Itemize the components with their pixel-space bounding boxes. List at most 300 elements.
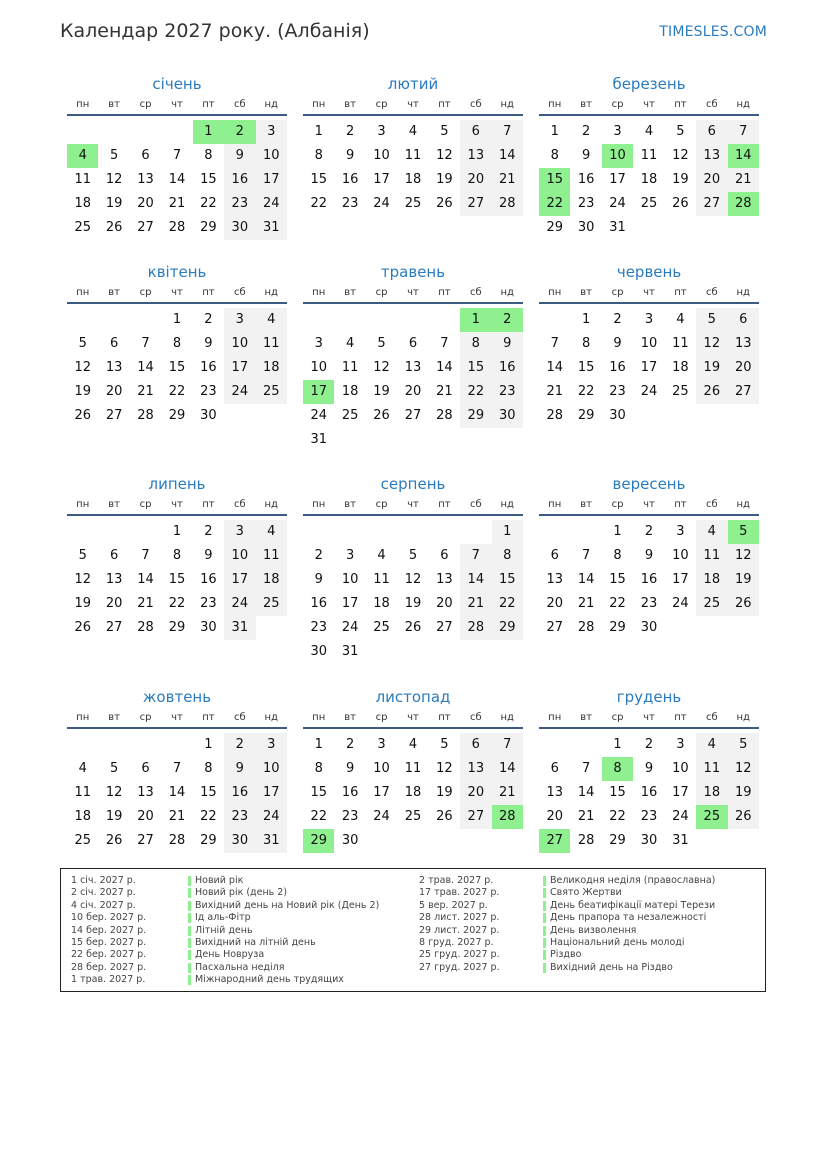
calendar-day: 19 xyxy=(74,596,91,611)
legend-row xyxy=(71,925,411,937)
holiday-name: Пасхальна неділя xyxy=(195,961,285,973)
weekday-label: вт xyxy=(344,712,356,723)
day-grid xyxy=(539,308,759,428)
calendar-day: 9 xyxy=(492,332,523,356)
calendar-day: 16 xyxy=(577,172,595,187)
calendar-day: 26 xyxy=(436,196,453,211)
empty-cell xyxy=(130,120,161,144)
weekday-header xyxy=(303,284,523,304)
calendar-day: 26 xyxy=(373,408,390,423)
calendar-day: 12 xyxy=(672,148,689,163)
calendar-day: 28 xyxy=(577,833,595,848)
day-grid xyxy=(539,120,759,240)
weekday-header xyxy=(303,496,523,516)
legend-row xyxy=(71,937,411,949)
calendar-day: 6 xyxy=(460,733,491,757)
month-block xyxy=(539,685,759,853)
calendar-day: 18 xyxy=(256,356,287,380)
month-name: лютий xyxy=(387,75,439,93)
calendar-day: 16 xyxy=(341,172,359,187)
calendar-day: 19 xyxy=(728,781,759,805)
calendar-day: 21 xyxy=(492,781,523,805)
calendar-day: 30 xyxy=(640,620,658,635)
calendar-day: 23 xyxy=(224,805,255,829)
calendar-day: 23 xyxy=(310,620,327,635)
weekday-label: чт xyxy=(643,712,655,723)
calendar-day: 6 xyxy=(550,548,559,563)
calendar-day: 13 xyxy=(404,360,422,375)
holiday-legend xyxy=(60,868,766,992)
calendar-day: 23 xyxy=(200,384,217,399)
weekday-header xyxy=(539,284,759,304)
holiday-marker xyxy=(188,975,191,985)
weekday-label: пт xyxy=(202,499,215,510)
holiday-day: 1 xyxy=(460,308,491,332)
calendar-day: 1 xyxy=(613,737,622,752)
holiday-name: Новий рік xyxy=(195,875,244,886)
calendar-day: 30 xyxy=(640,833,658,848)
month-block xyxy=(539,472,759,640)
calendar-day: 18 xyxy=(74,809,91,824)
holiday-day: 1 xyxy=(193,120,224,144)
calendar-day: 15 xyxy=(168,360,186,375)
calendar-day: 9 xyxy=(224,144,255,168)
calendar-day: 28 xyxy=(168,833,186,848)
calendar-day: 2 xyxy=(644,737,654,752)
calendar-day: 9 xyxy=(581,148,591,163)
holiday-day: 14 xyxy=(728,144,759,168)
calendar-day: 19 xyxy=(436,172,453,187)
calendar-day: 4 xyxy=(676,312,685,327)
calendar-day: 17 xyxy=(373,785,390,800)
weekday-label: пн xyxy=(548,99,562,110)
calendar-day: 25 xyxy=(341,408,359,423)
empty-cell xyxy=(334,520,365,544)
calendar-day: 10 xyxy=(672,548,689,563)
month-block xyxy=(67,72,287,240)
weekday-label: ср xyxy=(611,499,624,510)
calendar-day: 26 xyxy=(696,380,727,404)
weekday-label: пт xyxy=(674,499,687,510)
weekday-label: ср xyxy=(139,712,152,723)
month-name: січень xyxy=(152,75,202,93)
day-grid xyxy=(303,308,523,452)
calendar-day: 7 xyxy=(728,120,759,144)
holiday-date: 28 бер. 2027 р. xyxy=(71,961,147,973)
calendar-day: 3 xyxy=(256,120,287,144)
calendar-day: 19 xyxy=(105,809,123,824)
calendar-day: 18 xyxy=(341,384,359,399)
calendar-day: 17 xyxy=(672,785,689,800)
calendar-day: 7 xyxy=(440,336,449,351)
calendar-day: 12 xyxy=(105,172,123,187)
calendar-day: 30 xyxy=(492,404,523,428)
holiday-date: 8 груд. 2027 р. xyxy=(419,936,494,948)
day-grid xyxy=(539,520,759,640)
empty-cell xyxy=(539,520,570,544)
calendar-day: 27 xyxy=(460,805,491,829)
weekday-label: сб xyxy=(233,287,246,298)
calendar-day: 12 xyxy=(74,360,91,375)
calendar-day: 1 xyxy=(314,124,323,139)
calendar-day: 4 xyxy=(408,124,418,139)
calendar-day: 15 xyxy=(492,568,523,592)
calendar-day: 16 xyxy=(200,572,217,587)
calendar-day: 24 xyxy=(224,592,255,616)
calendar-day: 19 xyxy=(672,172,689,187)
holiday-name: Свято Жертви xyxy=(550,887,622,899)
month-block xyxy=(539,72,759,240)
calendar-day: 16 xyxy=(224,781,255,805)
empty-cell xyxy=(303,520,334,544)
calendar-day: 3 xyxy=(644,312,654,327)
calendar-day: 11 xyxy=(373,572,390,587)
calendar-day: 15 xyxy=(577,360,595,375)
weekday-label: сб xyxy=(705,499,718,510)
calendar-day: 27 xyxy=(105,620,123,635)
calendar-day: 9 xyxy=(644,761,654,776)
weekday-label: сб xyxy=(233,712,246,723)
calendar-day: 6 xyxy=(109,548,119,563)
calendar-day: 22 xyxy=(310,809,327,824)
calendar-day: 3 xyxy=(314,336,323,351)
calendar-day: 8 xyxy=(550,148,559,163)
weekday-label: пн xyxy=(76,99,90,110)
empty-cell xyxy=(397,520,428,544)
calendar-day: 12 xyxy=(404,572,422,587)
calendar-day: 5 xyxy=(109,148,119,163)
calendar-day: 20 xyxy=(105,596,123,611)
holiday-date: 27 груд. 2027 р. xyxy=(419,961,500,973)
weekday-label: вт xyxy=(344,99,356,110)
calendar-day: 18 xyxy=(404,785,422,800)
calendar-day: 10 xyxy=(672,761,689,776)
calendar-day: 29 xyxy=(577,408,595,423)
calendar-day: 8 xyxy=(581,336,591,351)
holiday-day: 22 xyxy=(539,192,570,216)
calendar-day: 18 xyxy=(74,196,91,211)
weekday-label: ср xyxy=(139,287,152,298)
weekday-label: пн xyxy=(548,712,562,723)
calendar-day: 20 xyxy=(460,168,491,192)
calendar-day: 24 xyxy=(373,196,390,211)
calendar-day: 13 xyxy=(460,144,491,168)
calendar-day: 20 xyxy=(460,781,491,805)
month-name: листопад xyxy=(375,688,451,706)
calendar-day: 19 xyxy=(105,196,123,211)
calendar-day: 23 xyxy=(640,596,658,611)
calendar-day: 30 xyxy=(224,216,255,240)
weekday-label: пн xyxy=(76,712,90,723)
holiday-marker xyxy=(188,888,191,898)
calendar-day: 12 xyxy=(74,572,91,587)
calendar-day: 21 xyxy=(137,384,154,399)
weekday-label: сб xyxy=(705,99,718,110)
holiday-day: 17 xyxy=(303,380,334,404)
calendar-day: 6 xyxy=(141,761,150,776)
calendar-day: 20 xyxy=(137,809,154,824)
calendar-day: 19 xyxy=(696,356,727,380)
day-grid xyxy=(303,120,523,216)
holiday-day: 25 xyxy=(696,805,727,829)
calendar-day: 8 xyxy=(204,148,213,163)
holiday-date: 29 лист. 2027 р. xyxy=(419,924,500,936)
weekday-header xyxy=(539,496,759,516)
calendar-day: 18 xyxy=(404,172,422,187)
calendar-day: 13 xyxy=(460,757,491,781)
weekday-label: ср xyxy=(611,712,624,723)
calendar-day: 27 xyxy=(404,408,422,423)
calendar-day: 7 xyxy=(141,548,150,563)
weekday-label: чт xyxy=(407,287,419,298)
empty-cell xyxy=(161,733,192,757)
calendar-day: 9 xyxy=(224,757,255,781)
holiday-marker xyxy=(543,963,546,973)
calendar-day: 23 xyxy=(341,196,359,211)
calendar-day: 14 xyxy=(492,757,523,781)
calendar-day: 18 xyxy=(696,568,727,592)
month-name: квітень xyxy=(147,263,207,281)
legend-row xyxy=(419,912,759,924)
calendar-day: 27 xyxy=(696,192,727,216)
calendar-day: 5 xyxy=(440,737,449,752)
calendar-day: 6 xyxy=(408,336,418,351)
calendar-day: 22 xyxy=(200,196,217,211)
calendar-day: 26 xyxy=(74,408,91,423)
calendar-day: 12 xyxy=(728,544,759,568)
holiday-name: Вихідний день на Різдво xyxy=(550,961,673,973)
month-name: серпень xyxy=(380,475,446,493)
calendar-day: 14 xyxy=(137,572,154,587)
calendar-day: 28 xyxy=(460,616,491,640)
weekday-label: нд xyxy=(500,99,514,110)
calendar-day: 15 xyxy=(310,785,327,800)
calendar-day: 23 xyxy=(492,380,523,404)
weekday-label: ср xyxy=(375,287,388,298)
weekday-label: ср xyxy=(139,499,152,510)
calendar-day: 19 xyxy=(436,785,453,800)
weekday-label: пн xyxy=(548,287,562,298)
empty-cell xyxy=(67,120,98,144)
holiday-day: 5 xyxy=(728,520,759,544)
calendar-day: 23 xyxy=(224,192,255,216)
calendar-day: 23 xyxy=(341,809,359,824)
weekday-header xyxy=(303,96,523,116)
calendar-day: 14 xyxy=(137,360,154,375)
month-name: червень xyxy=(616,263,682,281)
weekday-label: ср xyxy=(139,99,152,110)
holiday-marker xyxy=(188,950,191,960)
site-link[interactable]: TIMESLES.COM xyxy=(659,24,767,40)
empty-cell xyxy=(130,520,161,544)
holiday-name: Вихідний на літній день xyxy=(195,936,316,948)
calendar-day: 8 xyxy=(492,544,523,568)
weekday-label: пн xyxy=(312,99,326,110)
holiday-day: 10 xyxy=(602,144,633,168)
calendar-day: 12 xyxy=(728,757,759,781)
weekday-label: пт xyxy=(674,99,687,110)
empty-cell xyxy=(130,733,161,757)
month-block xyxy=(303,472,523,664)
calendar-day: 14 xyxy=(577,572,595,587)
empty-cell xyxy=(539,733,570,757)
weekday-label: ср xyxy=(375,712,388,723)
calendar-day: 25 xyxy=(404,196,422,211)
holiday-name: День беатифікації матері Терези xyxy=(550,899,716,911)
day-grid xyxy=(67,520,287,640)
calendar-day: 26 xyxy=(74,620,91,635)
calendar-day: 29 xyxy=(168,620,186,635)
holiday-day: 2 xyxy=(492,308,523,332)
calendar-day: 9 xyxy=(644,548,654,563)
holiday-marker xyxy=(543,950,546,960)
holiday-name: Вихідний день на Новий рік (День 2) xyxy=(195,899,380,911)
weekday-label: сб xyxy=(469,499,482,510)
calendar-day: 16 xyxy=(200,360,217,375)
legend-row xyxy=(419,962,759,974)
calendar-day: 8 xyxy=(314,761,323,776)
calendar-day: 2 xyxy=(204,312,213,327)
calendar-day: 4 xyxy=(256,308,287,332)
calendar-day: 16 xyxy=(341,785,359,800)
legend-column xyxy=(71,875,411,987)
calendar-day: 15 xyxy=(460,356,491,380)
weekday-label: вт xyxy=(580,287,592,298)
empty-cell xyxy=(570,733,601,757)
empty-cell xyxy=(98,733,129,757)
calendar-day: 12 xyxy=(373,360,390,375)
holiday-marker xyxy=(188,938,191,948)
calendar-day: 14 xyxy=(436,360,453,375)
calendar-day: 12 xyxy=(436,761,453,776)
empty-cell xyxy=(429,308,460,332)
calendar-day: 29 xyxy=(492,616,523,640)
calendar-day: 3 xyxy=(345,548,355,563)
calendar-day: 22 xyxy=(577,384,595,399)
calendar-day: 16 xyxy=(310,596,327,611)
calendar-day: 22 xyxy=(200,809,217,824)
calendar-day: 3 xyxy=(377,737,386,752)
calendar-day: 16 xyxy=(224,168,255,192)
weekday-label: нд xyxy=(736,99,750,110)
calendar-day: 13 xyxy=(728,332,759,356)
calendar-day: 1 xyxy=(492,520,523,544)
weekday-label: чт xyxy=(171,499,183,510)
empty-cell xyxy=(130,308,161,332)
calendar-day: 31 xyxy=(672,833,689,848)
calendar-day: 21 xyxy=(168,809,186,824)
month-name: березень xyxy=(612,75,686,93)
calendar-day: 18 xyxy=(256,568,287,592)
weekday-label: чт xyxy=(643,99,655,110)
calendar-day: 10 xyxy=(310,360,327,375)
calendar-day: 18 xyxy=(640,172,658,187)
holiday-marker xyxy=(188,913,191,923)
calendar-day: 3 xyxy=(676,524,685,539)
calendar-day: 6 xyxy=(550,761,559,776)
calendar-day: 1 xyxy=(581,312,591,327)
calendar-day: 14 xyxy=(546,360,563,375)
calendar-day: 24 xyxy=(256,805,287,829)
calendar-day: 29 xyxy=(168,408,186,423)
calendar-day: 6 xyxy=(696,120,727,144)
calendar-day: 25 xyxy=(404,809,422,824)
weekday-label: пн xyxy=(312,712,326,723)
weekday-label: чт xyxy=(407,499,419,510)
holiday-date: 25 груд. 2027 р. xyxy=(419,949,500,961)
calendar-day: 5 xyxy=(728,733,759,757)
calendar-day: 26 xyxy=(672,196,689,211)
legend-row xyxy=(419,887,759,899)
holiday-day: 28 xyxy=(492,805,523,829)
calendar-day: 24 xyxy=(609,196,626,211)
calendar-day: 20 xyxy=(436,596,453,611)
holiday-date: 14 бер. 2027 р. xyxy=(71,924,147,936)
calendar-day: 27 xyxy=(137,833,154,848)
day-grid xyxy=(67,308,287,428)
calendar-day: 30 xyxy=(224,829,255,853)
calendar-day: 5 xyxy=(408,548,418,563)
empty-cell xyxy=(366,520,397,544)
calendar-day: 8 xyxy=(314,148,323,163)
calendar-day: 11 xyxy=(696,544,727,568)
empty-cell xyxy=(539,308,570,332)
calendar-day: 3 xyxy=(256,733,287,757)
holiday-name: Великодня неділя (православна) xyxy=(550,875,716,886)
holiday-name: Національний день молоді xyxy=(550,936,685,948)
calendar-day: 22 xyxy=(168,596,186,611)
calendar-day: 21 xyxy=(577,809,595,824)
calendar-day: 17 xyxy=(341,596,359,611)
calendar-day: 8 xyxy=(460,332,491,356)
calendar-day: 11 xyxy=(256,544,287,568)
calendar-day: 13 xyxy=(105,360,123,375)
weekday-label: нд xyxy=(264,99,278,110)
weekday-label: ср xyxy=(611,287,624,298)
weekday-header xyxy=(67,709,287,729)
calendar-day: 13 xyxy=(546,785,563,800)
holiday-day: 27 xyxy=(539,829,570,853)
calendar-day: 5 xyxy=(78,548,87,563)
weekday-label: вт xyxy=(344,287,356,298)
calendar-day: 7 xyxy=(460,544,491,568)
holiday-day: 29 xyxy=(303,829,334,853)
legend-row xyxy=(419,900,759,912)
calendar-day: 9 xyxy=(204,548,213,563)
calendar-day: 15 xyxy=(609,785,626,800)
calendar-day: 26 xyxy=(436,809,453,824)
holiday-name: Літній день xyxy=(195,924,253,936)
calendar-day: 31 xyxy=(224,616,255,640)
day-grid xyxy=(67,733,287,853)
calendar-day: 6 xyxy=(440,548,449,563)
holiday-marker xyxy=(543,888,546,898)
legend-row xyxy=(71,900,411,912)
calendar-day: 27 xyxy=(546,620,563,635)
weekday-label: сб xyxy=(705,712,718,723)
month-block xyxy=(67,685,287,853)
calendar-day: 8 xyxy=(204,761,213,776)
calendar-day: 8 xyxy=(172,548,182,563)
weekday-label: сб xyxy=(233,499,246,510)
calendar-day: 25 xyxy=(672,384,689,399)
calendar-day: 2 xyxy=(224,733,255,757)
weekday-label: чт xyxy=(171,99,183,110)
calendar-day: 24 xyxy=(640,384,658,399)
calendar-day: 17 xyxy=(640,360,658,375)
month-block xyxy=(303,685,523,853)
calendar-day: 17 xyxy=(256,781,287,805)
